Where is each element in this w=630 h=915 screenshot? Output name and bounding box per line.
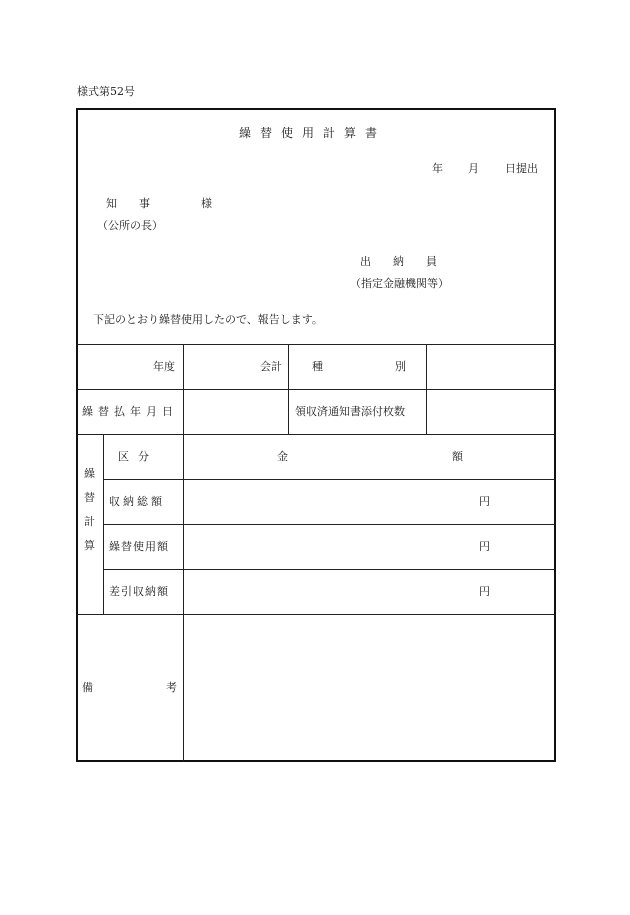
calc-row-label: 差引収納額 xyxy=(109,585,169,598)
form-number: 様式第52号 xyxy=(77,85,135,98)
addressee-honorific: 様 xyxy=(201,197,212,210)
row-divider xyxy=(77,389,555,390)
kind-label-char-1: 種 xyxy=(312,360,323,373)
remarks-label-left: 備 xyxy=(82,681,93,694)
row-divider xyxy=(77,434,555,435)
addressee-alt: （公所の長） xyxy=(97,219,163,232)
row-divider xyxy=(103,569,555,570)
sender-alt: （指定金融機関等） xyxy=(350,277,449,290)
column-divider xyxy=(103,434,104,614)
calc-row-label: 収納総額 xyxy=(109,495,165,508)
calc-row-unit: 円 xyxy=(479,585,490,598)
column-divider xyxy=(426,344,427,434)
row-divider xyxy=(103,479,555,480)
fiscal-year-label: 年度 xyxy=(153,360,175,373)
row-divider xyxy=(77,614,555,615)
calc-row-unit: 円 xyxy=(479,495,490,508)
form-title: 繰替使用計算書 xyxy=(239,126,387,140)
calc-row-label: 繰替使用額 xyxy=(109,540,169,553)
amount-header-right: 額 xyxy=(452,450,463,463)
addressee-role: 知 事 xyxy=(106,197,150,210)
receipt-count-label: 領収済通知書添付枚数 xyxy=(295,405,405,418)
column-divider xyxy=(183,344,184,761)
sender-role: 出 納 員 xyxy=(360,255,437,268)
remarks-label-right: 考 xyxy=(166,681,177,694)
column-divider xyxy=(288,344,289,434)
category-header: 区分 xyxy=(118,450,158,463)
row-divider xyxy=(77,344,555,345)
kind-label-char-2: 別 xyxy=(395,360,406,373)
row-divider xyxy=(103,524,555,525)
date-month-label: 月 xyxy=(468,162,479,175)
calc-side-label: 繰替計算 xyxy=(84,467,95,552)
statement-text: 下記のとおり繰替使用したので、報告します。 xyxy=(93,313,323,326)
date-year-label: 年 xyxy=(432,162,443,175)
date-submitted-label: 日提出 xyxy=(505,162,538,175)
payment-date-label: 繰替払年月日 xyxy=(82,405,178,418)
account-label: 会計 xyxy=(260,360,282,373)
kind-label xyxy=(312,361,406,372)
calc-row-unit: 円 xyxy=(479,540,490,553)
amount-header-left: 金 xyxy=(277,450,288,463)
